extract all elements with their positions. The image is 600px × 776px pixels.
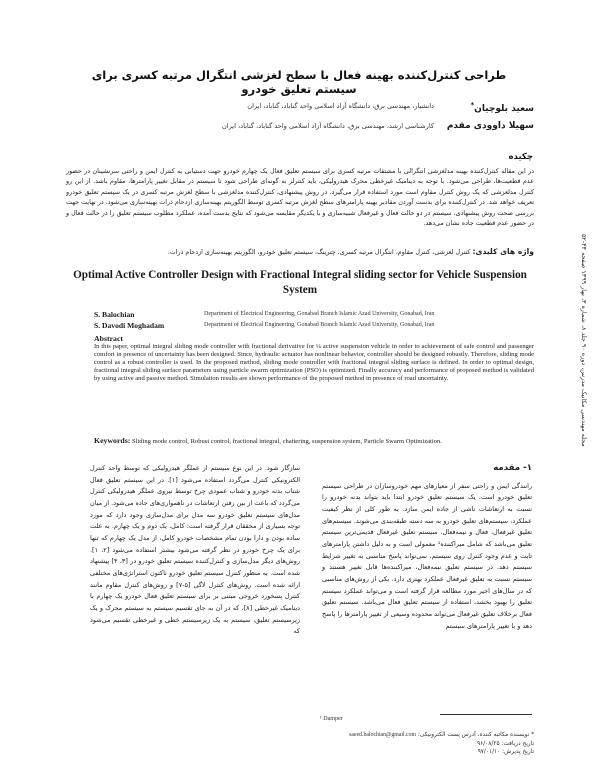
author-name-fa: سعید بلوچیان* [470,101,534,114]
journal-margin-header: مجله مهندسی مکانیک مدرس، دوره ۹۰ جلد ۸، شماره ۳، بهار ۱۳۹۹ صفحه ۴۴-۵۲ [580,233,588,447]
received-date: تاریخ دریافت: ۹۶/۰۸/۲۵ [477,740,534,747]
author-affiliation-fa: دانشیار، مهندسی برق، دانشگاه آزاد اسلامی واحد گناباد، گناباد، ایران [247,102,434,110]
section-heading-introduction: ۱- مقدمه [493,463,532,473]
footnote: ¹ Damper [320,716,343,722]
author-name-fa: سهیلا داوودی مقدم [446,121,534,131]
author-en-row-2 [94,321,534,333]
author-affiliation-en: Department of Electrical Engineering, Gonabad Branch Islamic Azad University, Gonabad, Iran [204,311,435,317]
author-row-2 [90,121,534,135]
author-name-en: S. Balochian [94,310,135,319]
author-affiliation-en: Department of Electrical Engineering, Gonabad Branch Islamic Azad University, Gonabad, Iran [204,322,435,328]
body-text-left: سازگار شود. در این نوع سیستم از عملگر هیدرولیکی که توسط واحد کنترل الکترونیکی کنترل می‌گردد استفاده می‌شود [۱]. در این سیستم تعلیق فعال شتاب بدنه خودرو و شتاب عمودی چرخ توسط نیروی عملگر هیدرولیکی کنترل می‌گردد که باعث از بین رفتن ارتعاشات در ناهمواری‌های جاده می‌شود. از میان مدل‌های سیستم تعلیق خودرو سه مدل برای مدل‌سازی وجود دارد که مورد توجه بسیاری از محققان قرار گرفته است: کامل، یک دوم و یک چهارم. به علت ساده بودن و دارا بودن تمام مشخصات خودرو کامل، از مدل یک چهارم که تنها برای یک چرخ خودرو در نظر گرفته می‌شود بیشتر استفاده می‌شود [۲، ۱]. روش‌های دیگر مدل‌سازی و کنترل‌کننده سیستم تعلیق خودرو در [۳، ۴] پیشنهاد شده است. به منظور کنترل سیستم تعلیق خودرو تاکنون استراتژی‌های مختلفی ارائه شده است. روش‌های کنترل لاگی [۵-۷] و روش‌های کنترل مقاوم مانند کنترل پسخورد خروجی مبتنی بر برای سیستم تعلیق فعال خودرو یک چهارم با دینامیک غیرخطی [۸]، که در آن به جای تقسیم سیستم به سیستم محرک و یک زیرسیستم تعلیق، سیستم به یک زیرسیستم خطی و غیرخطی تقسیم می‌شود که [90,464,301,636]
abstract-heading-en: Abstract [94,334,124,343]
keywords-en-label: Keywords: [94,436,131,445]
correspondence-label: * نویسنده مکاتبه کننده، آدرس پست الکترونیکی: [417,732,534,738]
abstract-heading-fa: چکیده [508,152,533,162]
abstract-en: In this paper, optimal integral sliding mode controller with fractional derivative for ¼ active suspension vehicle in order to achievement of safe control and passenger comfort in presence of uncertainty has been designed. Since, hydraulic actuator has nonlinear behavior, controller should be designed robustly. Therefore, sliding mode control as a robust controller is used. In the proposed method, sliding mode controller with fractional integral sliding surface is defined. In order to optimal design, fractional integral sliding surface parameters using particle swarm optimization (PSO) is optimized. Finally accuracy and performance of proposed method is validated by using active and passive method. Simulation results are shown performance of the proposed method in presence of road uncertainty. [94,343,534,383]
body-text-right: رانندگی ایمن و راحتی سفر از معیارهای مهم خودروسازان در طراحی سیستم تعلیق خودرو است. یک سیستم تعلیق خودرو ابتدا باید بتواند بدنه خودرو را نسبت به ارتعاشات ناشی از جاده ایمن سازد. به طور کلی از نظر کیفیت عملکرد، سیستم‌های تعلیق خودرو به سه دسته طبقه‌بندی می‌شوند. سیستم‌های تعلیق غیرفعال، فعال و نیمه‌فعال. سیستم تعلیق غیرفعال قدیمی‌ترین سیستم تعلیق می‌باشد که شامل میراکننده¹ معمولی است و به دلیل داشتن پارامترهای ثابت و عدم وجود کنترل روی سیستم، نمی‌تواند پاسخ مناسبی به تغییر شرایط سیستم دهد. در سیستم تعلیق نیمه‌فعال، میراکننده‌ها قابل تغییر هستند و سیستم نسبت به تعلیق غیرفعال عملکرد بهتری دارد. یکی از روش‌های مناسبی که در سال‌های اخیر مورد مطالعه قرار گرفته است و می‌تواند عملکرد سیستم تعلیق را بهبود بخشد، استفاده از سیستم تعلیق فعال می‌باشد. سیستم تعلیق فعال برخلاف تعلیق غیرفعال می‌تواند محدوده وسیعی از تغییر پارامترها را پاسخ دهد و با تغییر پارامترهای سیستم [322,481,532,630]
body-column-right [322,463,532,632]
persian-title: طراحی کنترل‌کننده بهینه فعال با سطح لغزشی انتگرال مرتبه کسری برای سیستم تعلیق خودرو [91,68,507,96]
correspondence-block [300,731,534,757]
author-email: saeed.balochian@gmail.com [349,732,416,738]
author-affiliation-fa: کارشناسی ارشد، مهندسی برق، دانشگاه آزاد اسلامی واحد گناباد، گناباد، ایران [221,122,434,130]
keywords-en-text: Sliding mode control, Robust control, fractional integral, chattering, suspension system, Particle Swarm Optimization. [132,438,442,445]
author-name-en: S. Davodi Moghadam [94,321,165,330]
keywords-fa [66,247,534,256]
abstract-fa: در این مقاله کنترل‌کننده بهینه مدلغزشی انتگرالی با مشتقات مرتبه کسری برای سیستم تعلیق فعال یک چهارم خودرو جهت دستیابی به کنترل ایمن و راحتی سرنشینان در حضور عدم قطعیت‌ها، طراحی می‌شود. با توجه به دینامیک غیرخطی محرک هیدرولیکی، باید کنترلر به گونه‌ای طراحی شود تا سیستم در مقابل تغییر پارامترها، مقاوم باشد. از این رو کنترل مدلغزشی که یک روش کنترل مقاوم است مورد استفاده قرار می‌گیرد. در روش پیشنهادی، کنترل‌کننده مدلغزشی با سطح لغزش مرتبه کسری در یک سیستم تعلیق خودرو تعریف خواهد شد. در کنترل‌کننده برای بدست آوردن مقادیر بهینه پارامترهای سطح لغزش مرتبه کسری توسط الگوریتم بهینه‌سازی ازدحام ذرات بهینه‌سازی می‌شود. در نهایت جهت بررسی صحت روش پیشنهادی، سیستم در دو حالت فعال و غیرفعال شبیه‌سازی و با یکدیگر مقایسه می‌شود که نتایج بدست آمده، عملکرد مطلوب سیستم تعلیق را در حالت فعال و در حضور عدم قطعیت جاده نشان می‌دهد. [66,168,534,228]
correspondence-email-line [300,731,534,740]
author-row-1 [90,101,534,115]
body-column-left [90,463,300,638]
keywords-fa-text: کنترل لغزشی، کنترل مقاوم، انتگرال مرتبه کسری، چترینگ، سیستم تعلیق خودرو، الگوریتم بهینه‌سازی ازدحام ذرات. [167,249,471,256]
keywords-fa-label: واژه های کلیدی: [472,247,534,256]
keywords-en [94,436,534,445]
footnote-rule [440,714,532,715]
accepted-date: تاریخ پذیرش: ۹۷/۰۱/۱۰ [477,749,534,756]
english-title: Optimal Active Controller Design with Fractional Integral sliding sector for Vehicle Suspension System [73,269,527,296]
